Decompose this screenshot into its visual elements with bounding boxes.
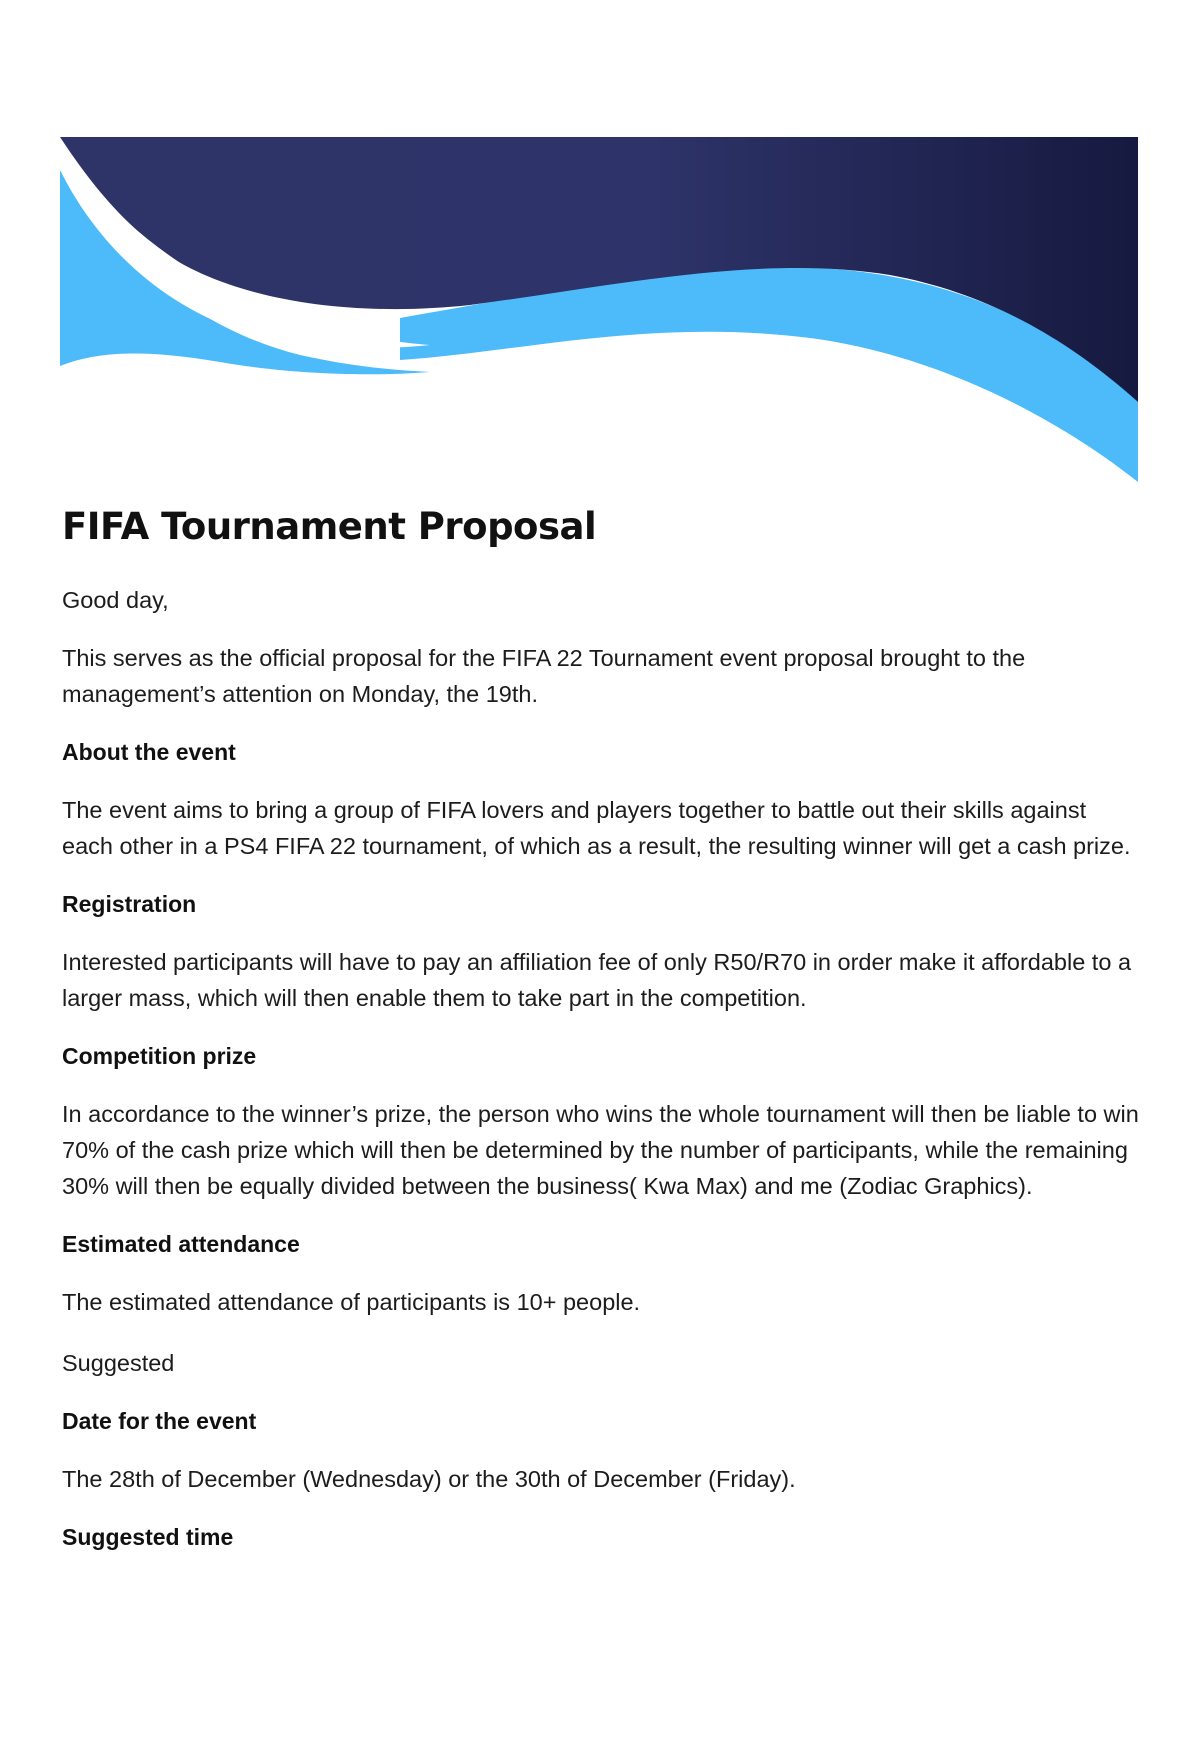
- document-title: FIFA Tournament Proposal: [62, 505, 597, 548]
- section-heading-prize: Competition prize: [62, 1043, 257, 1070]
- section-body-date: The 28th of December (Wednesday) or the 30th of December (Friday).: [62, 1466, 796, 1493]
- section-heading-time: Suggested time: [62, 1524, 234, 1551]
- section-body-about: The event aims to bring a group of FIFA lovers and players together to battle out their skills against each other in a PS4 FIFA 22 tournament, of which as a result, the resulting winner will get a cash prize.: [62, 797, 1131, 860]
- document-body: [62, 505, 1142, 1577]
- section-heading-date: Date for the event: [62, 1408, 257, 1435]
- section-body-attendance: The estimated attendance of participants is 10+ people.: [62, 1289, 641, 1316]
- greeting: Good day,: [62, 587, 169, 614]
- section-body-registration: Interested participants will have to pay an affiliation fee of only R50/R70 in order make it affordable to a larger mass, which will then enable them to take part in the competition.: [62, 949, 1132, 1012]
- header-wave-banner: [0, 0, 1200, 500]
- section-heading-registration: Registration: [62, 891, 197, 918]
- section-heading-about: About the event: [62, 739, 236, 766]
- section-heading-attendance: Estimated attendance: [62, 1231, 300, 1258]
- suggested-label: Suggested: [62, 1350, 175, 1377]
- section-body-prize: In accordance to the winner’s prize, the person who wins the whole tournament will then be liable to win 70% of the cash prize which will then be determined by the number of participants, while the remaining 30% will then be equally divided between the business( Kwa Max) and me (Zodiac Graphics).: [62, 1101, 1139, 1200]
- intro-paragraph: This serves as the official proposal for the FIFA 22 Tournament event proposal brought to the management’s attention on Monday, the 19th.: [62, 645, 1026, 708]
